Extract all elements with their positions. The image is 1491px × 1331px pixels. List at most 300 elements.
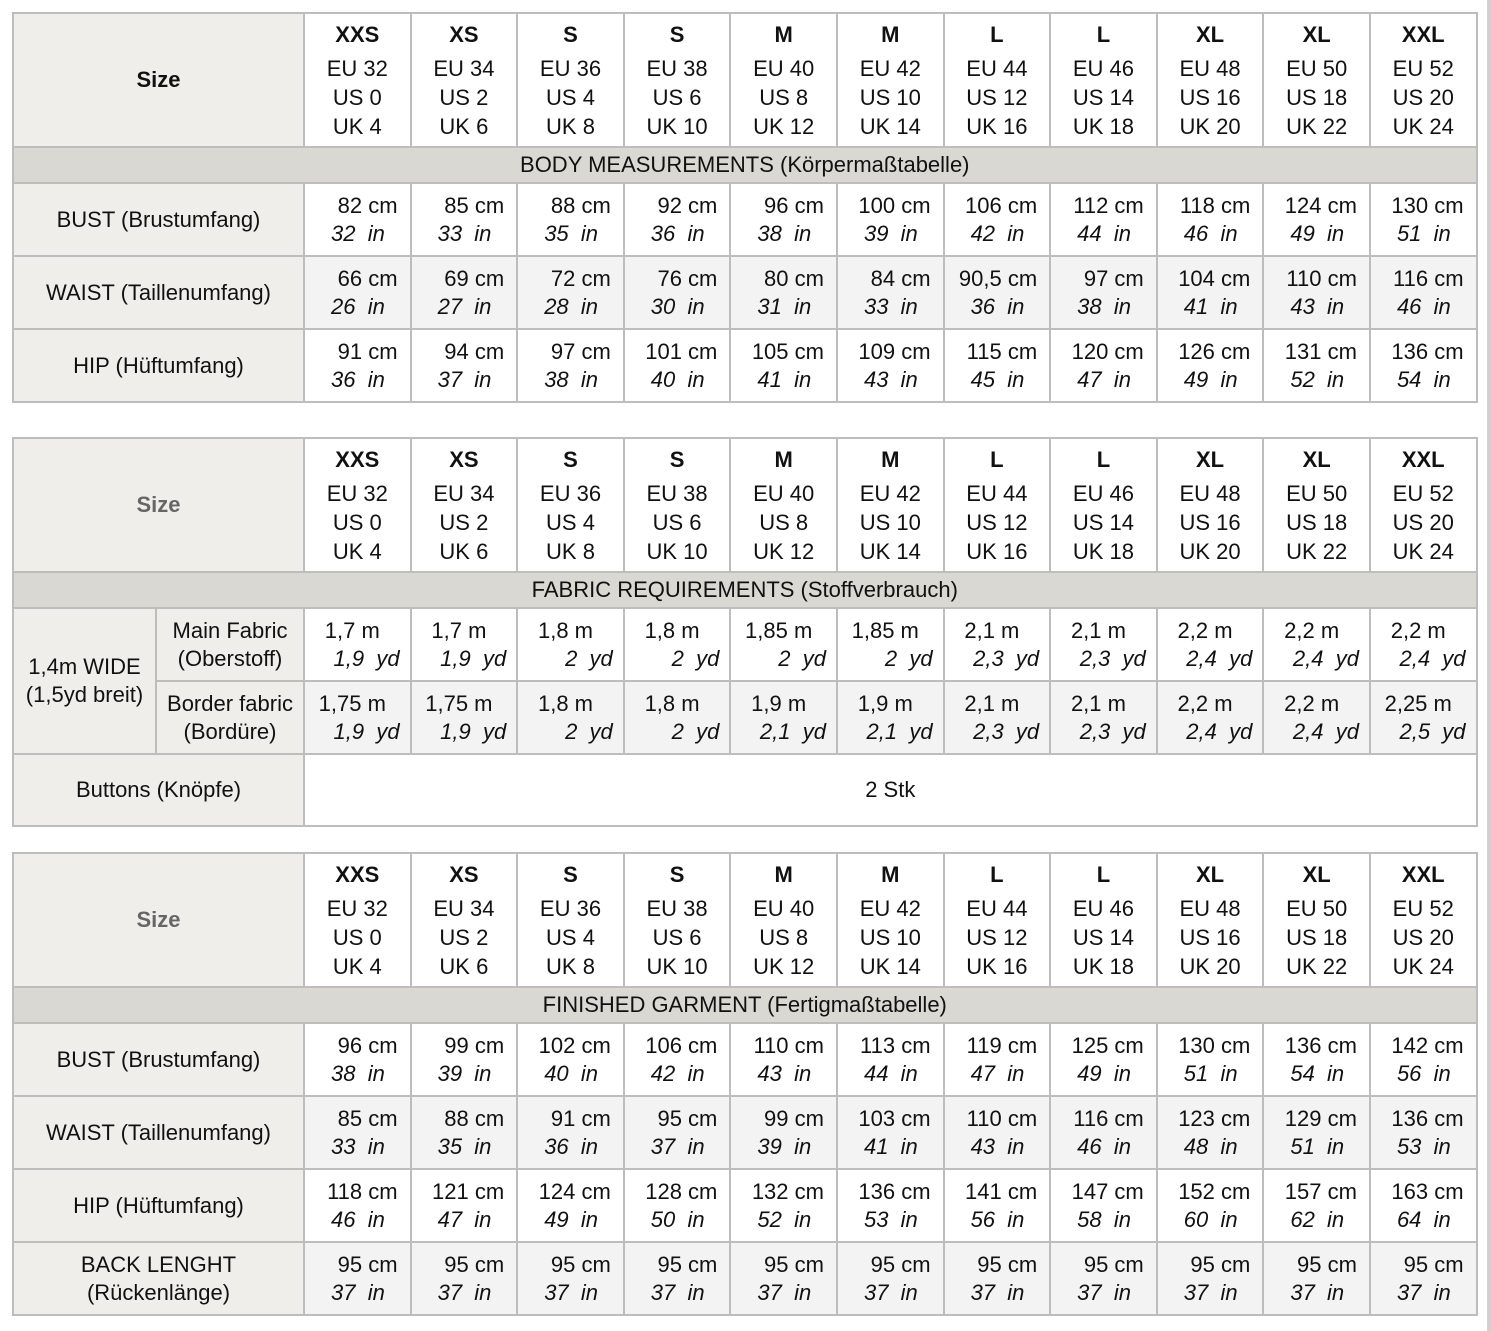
- size-us: US 4: [546, 924, 595, 950]
- value-in: 51 in: [1290, 1133, 1345, 1159]
- size-letter: L: [1096, 21, 1111, 47]
- size-label: Size: [13, 853, 304, 987]
- value-cm: 92 cm: [657, 192, 718, 218]
- size-us: US 18: [1286, 509, 1348, 535]
- size-eu: EU 46: [1072, 55, 1135, 81]
- fabric-cell: [1157, 681, 1264, 754]
- value-cm: 94 cm: [444, 338, 505, 364]
- value-in: 38 in: [544, 366, 599, 392]
- value-yd: 2,5 yd: [1399, 718, 1466, 744]
- size-letter: XL: [1302, 861, 1331, 887]
- size-us: US 0: [332, 84, 382, 110]
- value-cm: 72 cm: [550, 265, 611, 291]
- size-eu: EU 34: [433, 895, 495, 921]
- value-in: 39 in: [757, 1133, 812, 1159]
- size-letter: XS: [449, 861, 479, 887]
- value-m: 1,8 m: [644, 617, 700, 643]
- value-yd: 2,4 yd: [1292, 645, 1359, 671]
- value-in: 50 in: [650, 1206, 705, 1232]
- size-us: US 4: [546, 509, 595, 535]
- size-column-header: [1370, 853, 1477, 987]
- size-uk: UK 14: [859, 538, 921, 564]
- measurement-cell: [944, 1169, 1051, 1242]
- size-letter: XL: [1195, 21, 1225, 47]
- size-column-header: [730, 438, 837, 572]
- value-yd: 2 yd: [671, 645, 720, 671]
- size-column-header: [517, 853, 624, 987]
- measurement-cell: [944, 1242, 1051, 1315]
- measurement-row: [13, 256, 1477, 329]
- size-eu: EU 44: [966, 480, 1028, 506]
- size-us: US 18: [1286, 924, 1348, 950]
- value-in: 51 in: [1396, 220, 1451, 246]
- measurement-cell: [1263, 183, 1370, 256]
- value-m: 2,2 m: [1284, 617, 1340, 643]
- value-in: 39 in: [437, 1060, 492, 1086]
- value-in: 58 in: [1077, 1206, 1131, 1232]
- size-uk: UK 8: [546, 953, 595, 979]
- size-uk: UK 22: [1286, 113, 1348, 139]
- measurement-cell: [411, 1242, 518, 1315]
- size-eu: EU 48: [1179, 895, 1241, 921]
- size-letter: M: [881, 21, 900, 47]
- size-uk: UK 18: [1072, 113, 1135, 139]
- measurement-row: [13, 1169, 1477, 1242]
- value-cm: 115 cm: [966, 338, 1038, 364]
- value-cm: 121 cm: [432, 1178, 505, 1204]
- value-cm: 129 cm: [1284, 1105, 1357, 1131]
- value-in: 39 in: [863, 220, 918, 246]
- measurement-cell: [624, 1169, 731, 1242]
- value-cm: 110 cm: [753, 1032, 824, 1058]
- size-us: US 8: [759, 84, 809, 110]
- size-uk: UK 14: [859, 953, 921, 979]
- measurement-cell: [517, 1169, 624, 1242]
- size-letter: S: [563, 21, 578, 47]
- measurement-cell: [411, 1023, 518, 1096]
- size-eu: EU 40: [753, 480, 815, 506]
- value-cm: 96 cm: [764, 192, 824, 218]
- size-label: Size: [13, 438, 304, 572]
- size-uk: UK 16: [966, 113, 1028, 139]
- measurement-cell: [837, 183, 944, 256]
- size-column-header: [1370, 13, 1477, 147]
- value-in: 27 in: [437, 293, 492, 319]
- size-letter: L: [990, 861, 1004, 887]
- measurement-cell: [304, 1023, 411, 1096]
- measurement-cell: [730, 183, 837, 256]
- value-in: 46 in: [1396, 293, 1451, 319]
- size-column-header: [304, 853, 411, 987]
- value-in: 62 in: [1290, 1206, 1345, 1232]
- fabric-cell: [730, 608, 837, 681]
- value-m: 2,2 m: [1284, 690, 1340, 716]
- size-column-header: [837, 438, 944, 572]
- value-in: 49 in: [544, 1206, 599, 1232]
- size-us: US 10: [859, 924, 921, 950]
- size-eu: EU 48: [1179, 55, 1241, 81]
- value-yd: 2,3 yd: [1079, 645, 1146, 671]
- value-yd: 1,9 yd: [440, 718, 507, 744]
- measurement-cell: [1050, 1023, 1157, 1096]
- measurement-cell: [944, 1096, 1051, 1169]
- size-eu: EU 34: [433, 480, 495, 506]
- size-us: US 14: [1072, 509, 1135, 535]
- value-m: 2,2 m: [1177, 617, 1233, 643]
- measurement-cell: [304, 1242, 411, 1315]
- measurement-cell: [517, 1242, 624, 1315]
- size-us: US 2: [439, 924, 489, 950]
- value-cm: 123 cm: [1178, 1105, 1251, 1131]
- size-us: US 6: [652, 924, 702, 950]
- measurement-cell: [1050, 1169, 1157, 1242]
- value-cm: 104 cm: [1178, 265, 1251, 291]
- measurement-row: [13, 329, 1477, 402]
- size-column-header: [624, 438, 731, 572]
- size-column-header: [1370, 438, 1477, 572]
- fabric-cell: [1263, 681, 1370, 754]
- measurement-cell: [624, 329, 731, 402]
- page-edge: [1487, 0, 1491, 1331]
- value-m: 1,85 m: [745, 617, 813, 643]
- value-cm: 125 cm: [1071, 1032, 1144, 1058]
- size-column-header: [1050, 853, 1157, 987]
- measurement-cell: [1157, 1242, 1264, 1315]
- size-uk: UK 8: [546, 113, 595, 139]
- value-cm: 113 cm: [860, 1032, 931, 1058]
- value-cm: 95 cm: [657, 1251, 718, 1277]
- value-in: 31 in: [757, 293, 812, 319]
- size-uk: UK 8: [546, 538, 595, 564]
- size-column-header: [1157, 13, 1264, 147]
- size-letter: XXS: [335, 446, 380, 472]
- measurement-cell: [730, 1096, 837, 1169]
- value-m: 1,8 m: [537, 690, 593, 716]
- measurement-cell: [837, 1242, 944, 1315]
- value-cm: 136 cm: [858, 1178, 931, 1204]
- measurement-cell: [624, 256, 731, 329]
- measurement-cell: [1050, 1242, 1157, 1315]
- value-in: 37 in: [437, 1279, 492, 1305]
- value-cm: 116 cm: [1393, 265, 1464, 291]
- value-cm: 95 cm: [1297, 1251, 1357, 1277]
- measurement-cell: [1263, 1023, 1370, 1096]
- value-m: 1,8 m: [644, 690, 700, 716]
- value-in: 48 in: [1183, 1133, 1238, 1159]
- size-us: US 14: [1072, 84, 1135, 110]
- size-uk: UK 20: [1179, 538, 1241, 564]
- value-in: 37 in: [331, 1279, 385, 1305]
- fabric-cell: [837, 608, 944, 681]
- size-eu: EU 44: [966, 55, 1028, 81]
- measurement-cell: [624, 1242, 731, 1315]
- size-us: US 10: [859, 509, 921, 535]
- size-us: US 12: [966, 509, 1028, 535]
- value-in: 33 in: [331, 1133, 385, 1159]
- size-letter: XXS: [335, 21, 380, 47]
- size-letter: XL: [1195, 861, 1225, 887]
- value-in: 46 in: [1183, 220, 1238, 246]
- size-column-header: [1157, 853, 1264, 987]
- value-m: 2,1 m: [1070, 617, 1126, 643]
- measurement-cell: [837, 1096, 944, 1169]
- measurement-cell: [304, 183, 411, 256]
- value-cm: 136 cm: [1391, 1105, 1464, 1131]
- value-in: 54 in: [1290, 1060, 1345, 1086]
- size-column-header: [730, 853, 837, 987]
- value-in: 37 in: [1290, 1279, 1345, 1305]
- measurement-cell: [730, 1169, 837, 1242]
- size-uk: UK 24: [1392, 113, 1454, 139]
- size-us: US 16: [1179, 924, 1241, 950]
- section-title: BODY MEASUREMENTS (Körpermaßtabelle): [13, 147, 1477, 183]
- fabric-cell: [1370, 681, 1477, 754]
- size-uk: UK 4: [332, 538, 382, 564]
- value-cm: 109 cm: [858, 338, 931, 364]
- value-cm: 66 cm: [337, 265, 398, 291]
- size-us: US 12: [966, 924, 1028, 950]
- measurement-cell: [730, 256, 837, 329]
- value-in: 46 in: [1077, 1133, 1131, 1159]
- size-eu: EU 40: [753, 55, 815, 81]
- size-eu: EU 52: [1392, 480, 1454, 506]
- value-m: 2,2 m: [1390, 617, 1446, 643]
- fabric-cell: [837, 681, 944, 754]
- value-cm: 69 cm: [444, 265, 505, 291]
- value-cm: 95 cm: [764, 1251, 824, 1277]
- fabric-cell: [1050, 608, 1157, 681]
- value-yd: 2 yd: [565, 718, 613, 744]
- size-column-header: [624, 13, 731, 147]
- value-in: 40 in: [650, 366, 705, 392]
- size-letter: S: [669, 446, 685, 472]
- measurement-cell: [1263, 1242, 1370, 1315]
- value-cm: 128 cm: [645, 1178, 718, 1204]
- measurement-cell: [1370, 1096, 1477, 1169]
- value-cm: 95 cm: [657, 1105, 718, 1131]
- size-eu: EU 50: [1286, 480, 1348, 506]
- value-in: 37 in: [650, 1133, 705, 1159]
- size-letter: XL: [1302, 446, 1331, 472]
- size-us: US 20: [1392, 84, 1454, 110]
- value-m: 2,1 m: [964, 617, 1020, 643]
- size-column-header: [837, 13, 944, 147]
- measurement-cell: [517, 329, 624, 402]
- measurement-cell: [624, 183, 731, 256]
- size-us: US 2: [439, 509, 489, 535]
- value-yd: 2 yd: [565, 645, 613, 671]
- value-in: 53 in: [863, 1206, 918, 1232]
- size-uk: UK 12: [753, 953, 815, 979]
- row-label: BUST (Brustumfang): [13, 183, 304, 256]
- value-yd: 1,9 yd: [440, 645, 507, 671]
- measurement-cell: [1157, 1169, 1264, 1242]
- value-cm: 106 cm: [645, 1032, 718, 1058]
- value-in: 37 in: [757, 1279, 812, 1305]
- value-cm: 88 cm: [444, 1105, 505, 1131]
- value-cm: 112 cm: [1073, 192, 1144, 218]
- size-letter: M: [881, 446, 900, 472]
- measurement-cell: [944, 183, 1051, 256]
- value-cm: 106 cm: [965, 192, 1038, 218]
- value-cm: 103 cm: [858, 1105, 931, 1131]
- fabric-cell: [944, 608, 1051, 681]
- value-cm: 99 cm: [444, 1032, 505, 1058]
- value-yd: 2,4 yd: [1186, 718, 1253, 744]
- value-m: 1,75 m: [318, 690, 386, 716]
- size-eu: EU 42: [859, 480, 921, 506]
- fabric-cell: [411, 608, 518, 681]
- size-column-header: [944, 853, 1051, 987]
- size-us: US 2: [439, 84, 489, 110]
- fabric-cell: [411, 681, 518, 754]
- size-column-header: [1263, 853, 1370, 987]
- value-in: 37 in: [1183, 1279, 1238, 1305]
- measurement-cell: [1050, 1096, 1157, 1169]
- measurement-cell: [411, 1096, 518, 1169]
- value-cm: 95 cm: [870, 1251, 931, 1277]
- value-in: 33 in: [437, 220, 492, 246]
- value-yd: 2,1 yd: [759, 718, 826, 744]
- size-eu: EU 46: [1072, 480, 1135, 506]
- size-column-header: [304, 13, 411, 147]
- size-uk: UK 12: [753, 538, 815, 564]
- value-yd: 2,1 yd: [866, 718, 933, 744]
- value-in: 53 in: [1396, 1133, 1451, 1159]
- value-cm: 97 cm: [550, 338, 611, 364]
- row-label: BUST (Brustumfang): [13, 1023, 304, 1096]
- value-in: 47 in: [970, 1060, 1025, 1086]
- value-yd: 2 yd: [671, 718, 720, 744]
- fabric-cell: [1157, 608, 1264, 681]
- measurement-cell: [837, 329, 944, 402]
- size-us: US 8: [759, 924, 809, 950]
- value-in: 51 in: [1183, 1060, 1238, 1086]
- value-cm: 110 cm: [1286, 265, 1357, 291]
- measurement-cell: [517, 183, 624, 256]
- size-uk: UK 20: [1179, 953, 1241, 979]
- size-letter: XL: [1302, 21, 1331, 47]
- size-eu: EU 36: [539, 480, 602, 506]
- size-uk: UK 6: [439, 538, 489, 564]
- value-cm: 118 cm: [1179, 192, 1251, 218]
- size-us: US 18: [1286, 84, 1348, 110]
- value-in: 43 in: [970, 1133, 1025, 1159]
- size-eu: EU 48: [1179, 480, 1241, 506]
- measurement-cell: [1157, 1023, 1264, 1096]
- value-in: 47 in: [1077, 366, 1131, 392]
- size-uk: UK 14: [859, 113, 921, 139]
- measurement-cell: [304, 1096, 411, 1169]
- measurement-cell: [837, 1023, 944, 1096]
- measurement-cell: [1370, 1242, 1477, 1315]
- value-in: 60 in: [1183, 1206, 1238, 1232]
- value-in: 37 in: [1396, 1279, 1451, 1305]
- size-column-header: [517, 438, 624, 572]
- size-uk: UK 16: [966, 538, 1028, 564]
- value-cm: 95 cm: [1190, 1251, 1251, 1277]
- size-column-header: [1263, 13, 1370, 147]
- fabric-width-label: 1,4m WIDE (1,5yd breit): [13, 608, 156, 754]
- value-m: 1,8 m: [537, 617, 593, 643]
- measurement-cell: [944, 1023, 1051, 1096]
- fabric-cell: [1370, 608, 1477, 681]
- fabric-cell: [1050, 681, 1157, 754]
- measurement-cell: [1370, 329, 1477, 402]
- size-letter: S: [563, 446, 578, 472]
- fabric-cell: [624, 608, 731, 681]
- value-yd: 2,3 yd: [973, 718, 1040, 744]
- size-uk: UK 24: [1392, 953, 1454, 979]
- measurement-cell: [304, 256, 411, 329]
- value-in: 56 in: [1396, 1060, 1451, 1086]
- value-in: 37 in: [437, 366, 492, 392]
- measurement-cell: [411, 183, 518, 256]
- size-uk: UK 6: [439, 113, 489, 139]
- size-eu: EU 50: [1286, 895, 1348, 921]
- fabric-cell: [304, 608, 411, 681]
- value-yd: 2,4 yd: [1399, 645, 1466, 671]
- value-in: 47 in: [437, 1206, 492, 1232]
- size-eu: EU 32: [326, 895, 388, 921]
- size-label: Size: [13, 13, 304, 147]
- value-m: 1,7 m: [324, 617, 380, 643]
- size-column-header: [944, 438, 1051, 572]
- value-cm: 99 cm: [764, 1105, 824, 1131]
- value-cm: 136 cm: [1284, 1032, 1357, 1058]
- size-uk: UK 4: [332, 953, 382, 979]
- value-cm: 141 cm: [965, 1178, 1038, 1204]
- row-label: HIP (Hüftumfang): [13, 329, 304, 402]
- size-us: US 8: [759, 509, 809, 535]
- size-us: US 12: [966, 84, 1028, 110]
- size-us: US 16: [1179, 84, 1241, 110]
- value-cm: 95 cm: [550, 1251, 611, 1277]
- value-cm: 85 cm: [337, 1105, 398, 1131]
- value-in: 56 in: [970, 1206, 1025, 1232]
- value-cm: 132 cm: [751, 1178, 824, 1204]
- value-cm: 126 cm: [1178, 338, 1251, 364]
- value-cm: 152 cm: [1178, 1178, 1251, 1204]
- measurement-cell: [730, 329, 837, 402]
- size-eu: EU 34: [433, 55, 495, 81]
- value-in: 36 in: [544, 1133, 599, 1159]
- measurement-row: [13, 183, 1477, 256]
- value-in: 32 in: [331, 220, 385, 246]
- value-in: 49 in: [1183, 366, 1238, 392]
- size-us: US 14: [1072, 924, 1135, 950]
- size-letter: M: [774, 21, 793, 47]
- value-cm: 136 cm: [1391, 338, 1464, 364]
- size-uk: UK 4: [332, 113, 382, 139]
- body-measurements-table: [12, 12, 1478, 403]
- value-in: 44 in: [1077, 220, 1131, 246]
- value-yd: 2 yd: [778, 645, 826, 671]
- measurement-cell: [1050, 256, 1157, 329]
- value-m: 1,75 m: [425, 690, 493, 716]
- value-cm: 124 cm: [1284, 192, 1357, 218]
- fabric-requirements-table: [12, 437, 1478, 827]
- size-uk: UK 16: [966, 953, 1028, 979]
- measurement-cell: [1050, 329, 1157, 402]
- value-in: 37 in: [544, 1279, 599, 1305]
- measurement-cell: [1370, 183, 1477, 256]
- size-column-header: [304, 438, 411, 572]
- size-uk: UK 18: [1072, 538, 1135, 564]
- value-in: 26 in: [331, 293, 385, 319]
- measurement-cell: [1263, 1096, 1370, 1169]
- measurement-cell: [1370, 1023, 1477, 1096]
